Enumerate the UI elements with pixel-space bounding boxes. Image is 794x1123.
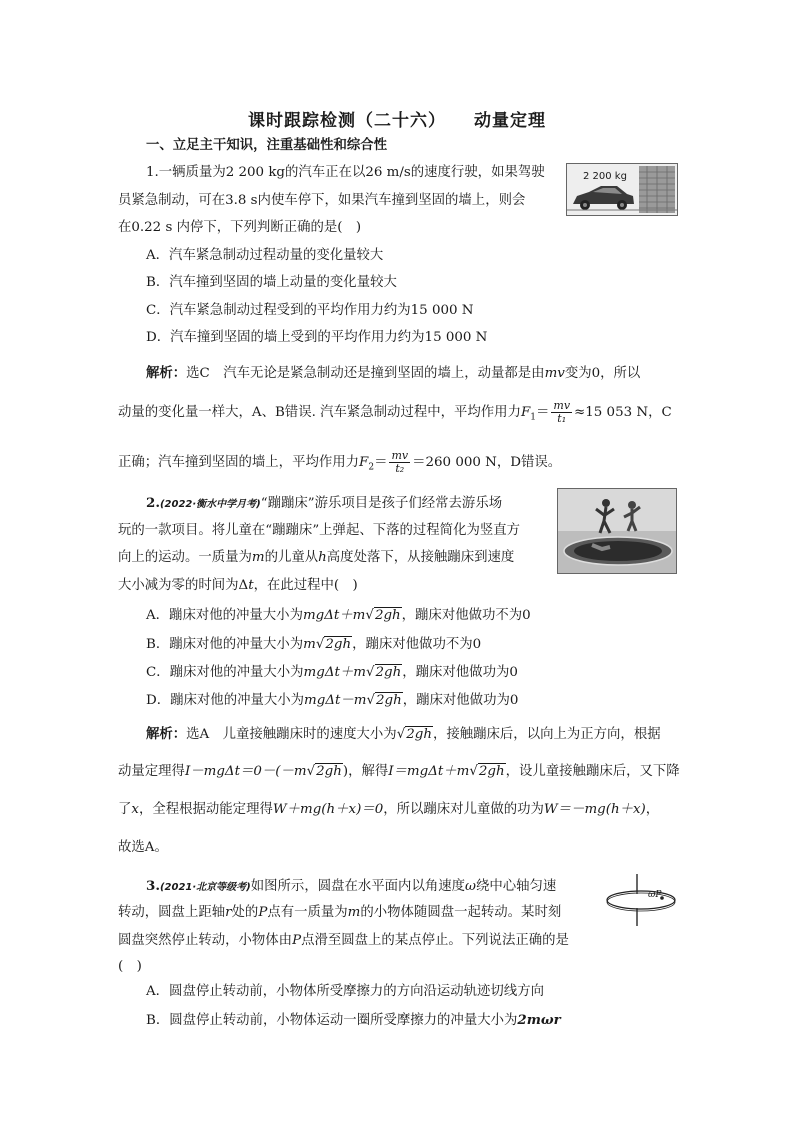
text: 变为0，所以 [564, 366, 641, 381]
math: m [251, 550, 265, 565]
text: 选C 汽车无论是紧急制动还是撞到坚固的墙上，动量都是由 [186, 366, 545, 381]
math: m [303, 637, 316, 652]
q2-source: (2022·衡水中学月考) [159, 499, 261, 510]
q2-line-3 [118, 549, 514, 567]
q2-option-b: B．蹦床对他的冲量大小为m√2gh，蹦床对他做功不为0 [146, 637, 482, 652]
text: A．蹦床对他的冲量大小为 [146, 608, 303, 623]
text: 处的 [231, 905, 259, 920]
q2-analysis-line-1: 解析：选A 儿童接触蹦床时的速度大小为√2gh，接触蹦床后，以向上为正方向，根据 [146, 726, 661, 742]
numerator: mv [391, 449, 409, 462]
numerator: mv [553, 399, 571, 412]
text: “蹦蹦床”游乐项目是孩子们经常去游乐场 [260, 496, 503, 511]
text: ≈15 053 N，C [574, 405, 672, 420]
q3-figure-label: ωP [648, 890, 662, 900]
q2-line-1 [146, 494, 502, 514]
math: 2gh [406, 727, 432, 742]
q1-car-image [566, 163, 678, 216]
text: 高度处落下，从接触蹦床到速度 [326, 550, 515, 565]
text: ，设儿童接触蹦床后，又下降 [505, 764, 680, 779]
math: ω [465, 879, 476, 894]
math: P [292, 933, 302, 948]
text: 向上的运动。一质量为 [118, 550, 252, 565]
q1-option-a: A．汽车紧急制动过程动量的变化量较大 [146, 248, 384, 263]
text: ，蹦床对他做功不为0 [352, 637, 482, 652]
title-main: 课时跟踪检测（二十六） [248, 111, 446, 131]
q2-option-d: D．蹦床对他的冲量大小为mgΔt－m√2gh，蹦床对他做功为0 [146, 693, 519, 708]
text: ，全程根据动能定理得 [138, 802, 273, 817]
q1-analysis-line-3 [118, 450, 561, 481]
math: I＝mgΔt＋m [388, 764, 470, 779]
q3-number: 3. [146, 878, 160, 894]
math: F [520, 405, 531, 420]
text: 如图所示，圆盘在水平面内以角速度 [250, 879, 466, 894]
section-heading: 一、立足主干知识，注重基础性和综合性 [146, 137, 388, 153]
q1-image-mass-label: 2 200 kg [583, 171, 627, 182]
q1-line-3: 在0.22 s 内停下，下列判断正确的是( ) [118, 220, 362, 235]
q3-option-b [146, 1011, 561, 1030]
text: 正确；汽车撞到坚固的墙上，平均作用力 [118, 455, 360, 470]
denominator: t₂ [395, 462, 405, 475]
math: 2gh [316, 764, 342, 779]
text: ＝260 000 N，D错误。 [412, 455, 562, 470]
q1-line-1: 1.一辆质量为2 200 kg的汽车正在以26 m/s的速度行驶，如果驾驶 [146, 165, 545, 180]
text: 的小物体随圆盘一起转动。某时刻 [360, 905, 562, 920]
text: ， [645, 802, 660, 817]
text: 转动，圆盘上距轴 [118, 905, 226, 920]
q2-line-2: 玩的一款项目。将儿童在“蹦蹦床”上弹起、下落的过程简化为竖直方 [118, 523, 521, 538]
math: mgΔt＋m [303, 665, 366, 680]
text: ＝ [536, 405, 550, 420]
q2-option-a: A．蹦床对他的冲量大小为mgΔt＋m√2gh，蹦床对他做功不为0 [146, 608, 531, 623]
page-title [0, 106, 794, 131]
q2-trampoline-image [557, 488, 677, 574]
denominator: t₁ [557, 412, 567, 425]
math: 2gh [374, 608, 401, 623]
math: I－mgΔt＝0－(－m [184, 764, 307, 779]
q3-line-4: ( ) [118, 959, 142, 974]
q1-analysis-label: 解析： [146, 365, 187, 381]
math: h [318, 550, 327, 565]
subscript: 1 [530, 412, 536, 423]
text: 圆盘突然停止转动，小物体由 [118, 933, 293, 948]
text: 动量定理得 [118, 764, 185, 779]
trampoline-illustration [558, 489, 676, 573]
q1-option-d: D．汽车撞到坚固的墙上受到的平均作用力约为15 000 N [146, 330, 488, 345]
text: 绕中心轴匀速 [475, 879, 557, 894]
subscript: 2 [368, 462, 375, 473]
q2-line-4 [118, 577, 358, 595]
q1-analysis-line-2 [118, 400, 672, 431]
text: B．蹦床对他的冲量大小为 [146, 637, 304, 652]
math: m [347, 905, 361, 920]
math: x [131, 802, 139, 817]
math: 2gh [325, 637, 352, 652]
text: ，所以蹦床对儿童做的功为 [383, 802, 544, 817]
q3-source: (2021·北京等级考) [159, 882, 251, 893]
text: ，接触蹦床后，以向上为正方向，根据 [432, 727, 661, 742]
q2-analysis-label: 解析： [146, 726, 187, 742]
text: 了 [118, 802, 132, 817]
math: mgΔt＋m [302, 608, 366, 623]
text: 大小减为零的时间为Δ [118, 578, 249, 593]
q2-analysis-line-2: 动量定理得I－mgΔt＝0－(－m√2gh)，解得I＝mgΔt＋m√2gh，设儿童接触蹦床后，又下降 [118, 764, 680, 779]
text: ＝ [374, 455, 388, 470]
text: )，解得 [342, 764, 389, 779]
text: ，在此过程中( ) [253, 578, 358, 593]
text: C．蹦床对他的冲量大小为 [146, 665, 304, 680]
math: 2mωr [517, 1012, 561, 1028]
math: W＝－mg(h＋x) [543, 802, 646, 817]
text: ，蹦床对他做功为0 [402, 665, 518, 680]
q2-number: 2. [146, 495, 160, 511]
math: F [359, 455, 369, 470]
text: 点滑至圆盘上的某点停止。下列说法正确的是 [301, 933, 569, 948]
q3-line-2 [118, 904, 561, 922]
text: 动量的变化量一样大，A、B错误. 汽车紧急制动过程中，平均作用力 [118, 405, 521, 420]
q1-option-c: C．汽车紧急制动过程受到的平均作用力约为15 000 N [146, 303, 474, 318]
q2-option-c: C．蹦床对他的冲量大小为mgΔt＋m√2gh，蹦床对他做功为0 [146, 665, 518, 680]
q3-line-3 [118, 932, 569, 950]
math: t [248, 578, 254, 593]
math: P [258, 905, 268, 920]
q3-disc-figure [604, 872, 678, 928]
title-topic: 动量定理 [474, 111, 546, 131]
math: 2gh [478, 764, 505, 779]
text: ，蹦床对他做功不为0 [401, 608, 531, 623]
q1-line-2: 员紧急制动，可在3.8 s内使车停下，如果汽车撞到坚固的墙上，则会 [118, 193, 526, 208]
math: 2gh [375, 665, 402, 680]
text: ，蹦床对他做功为0 [402, 693, 519, 708]
math: mgΔt－m [304, 693, 367, 708]
q1-option-b: B．汽车撞到坚固的墙上动量的变化量较大 [146, 275, 397, 290]
fraction [551, 400, 572, 425]
text: 选A 儿童接触蹦床时的速度大小为 [186, 727, 397, 742]
text: B．圆盘停止转动前，小物体运动一圈所受摩擦力的冲量大小为 [146, 1013, 518, 1028]
q3-line-1 [146, 877, 556, 897]
math: mv [544, 366, 565, 381]
text: D．蹦床对他的冲量大小为 [146, 693, 305, 708]
q1-analysis-line-1 [146, 364, 640, 383]
fraction [389, 450, 410, 475]
math: 2gh [376, 693, 402, 708]
math: r [225, 905, 232, 920]
text: 的儿童从 [264, 550, 319, 565]
math: W＋mg(h＋x)＝0 [272, 802, 384, 817]
q3-option-a: A．圆盘停止转动前，小物体所受摩擦力的方向沿运动轨迹切线方向 [146, 984, 544, 999]
text: 点有一质量为 [267, 905, 348, 920]
q2-analysis-line-3 [118, 801, 659, 819]
rotating-disc-diagram [604, 872, 678, 928]
q2-analysis-line-4: 故选A。 [118, 840, 168, 855]
